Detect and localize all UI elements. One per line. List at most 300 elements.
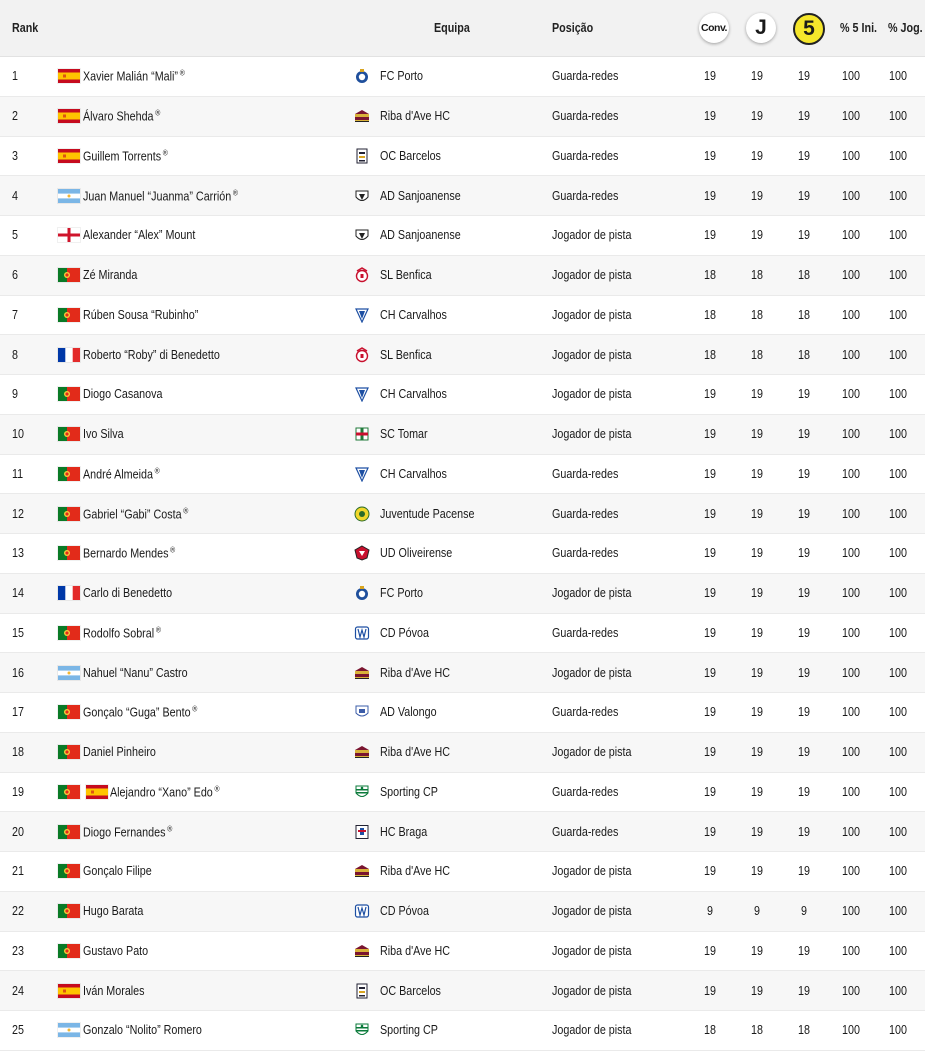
header-rank[interactable]: Rank (12, 21, 39, 35)
header-team[interactable]: Equipa (434, 21, 470, 35)
rank-cell: 11 (12, 466, 24, 481)
player-name: Carlo di Benedetto (83, 586, 173, 601)
starts-cell: 19 (798, 824, 810, 839)
table-row[interactable] (0, 296, 925, 336)
england-flag-icon (57, 227, 81, 243)
player-name: Roberto “Roby” di Benedetto (83, 347, 220, 362)
pct-games-cell: 100 (889, 824, 907, 839)
pct-games-cell: 100 (889, 705, 907, 720)
cd-povoa-crest-icon (354, 625, 370, 641)
table-row[interactable] (0, 733, 925, 773)
starts-cell: 19 (798, 427, 810, 442)
player-name: Daniel Pinheiro (83, 745, 156, 760)
conv-cell: 9 (707, 904, 713, 919)
conv-cell: 19 (704, 506, 716, 521)
rank-cell: 21 (12, 864, 24, 879)
registered-icon: ® (155, 108, 161, 118)
conv-cell: 18 (704, 347, 716, 362)
player-name: Guillem Torrents (83, 149, 162, 164)
ud-oliveirense-crest-icon (354, 545, 370, 561)
table-row[interactable] (0, 653, 925, 693)
fc-porto-crest-icon (354, 68, 370, 84)
pct-starts-cell: 100 (842, 506, 860, 521)
position-cell: Jogador de pista (552, 427, 632, 442)
games-cell: 19 (751, 983, 763, 998)
nationality-flags (57, 784, 109, 800)
pct-games-cell: 100 (889, 506, 907, 521)
position-cell: Guarda-redes (552, 625, 619, 640)
games-cell: 19 (751, 586, 763, 601)
table-row[interactable] (0, 693, 925, 733)
conv-cell: 19 (704, 983, 716, 998)
registered-icon: ® (155, 625, 161, 635)
player-name-link[interactable] (83, 705, 197, 720)
cd-povoa-crest-icon (354, 903, 370, 919)
pct-games-cell: 100 (889, 586, 907, 601)
team-link[interactable]: AD Sanjoanense (380, 228, 461, 243)
nationality-flags (57, 704, 81, 720)
position-cell: Jogador de pista (552, 228, 632, 243)
starts-cell: 19 (798, 586, 810, 601)
table-row[interactable] (0, 614, 925, 654)
conv-cell: 19 (704, 625, 716, 640)
player-name: Hugo Barata (83, 904, 144, 919)
conv-cell: 18 (704, 1023, 716, 1038)
team-link[interactable]: Riba d'Ave HC (380, 665, 450, 680)
starts-cell: 18 (798, 1023, 810, 1038)
player-name: Zé Miranda (83, 268, 138, 283)
games-cell: 19 (751, 506, 763, 521)
rank-cell: 9 (12, 387, 18, 402)
nationality-flags (57, 983, 81, 999)
player-name-link[interactable] (83, 228, 195, 242)
games-cell: 9 (754, 904, 760, 919)
games-cell: 19 (751, 665, 763, 680)
rank-cell: 4 (12, 188, 18, 203)
nationality-flags (57, 585, 81, 601)
games-cell: 19 (751, 745, 763, 760)
ch-carvalhos-crest-icon (354, 307, 370, 323)
starts-cell: 19 (798, 466, 810, 481)
pct-games-cell: 100 (889, 546, 907, 561)
player-name-link[interactable] (83, 268, 137, 282)
games-cell: 18 (751, 268, 763, 283)
team-link[interactable]: FC Porto (380, 69, 424, 84)
pct-starts-cell: 100 (842, 69, 860, 84)
table-row[interactable] (0, 534, 925, 574)
pct-games-cell: 100 (889, 148, 907, 163)
rank-cell: 20 (12, 824, 24, 839)
conv-cell: 18 (704, 268, 716, 283)
portugal-flag-icon (57, 386, 81, 402)
nationality-flags (57, 903, 81, 919)
player-name-link[interactable] (83, 466, 160, 481)
nationality-flags (57, 307, 81, 323)
nationality-flags (57, 347, 81, 363)
team-link[interactable]: SL Benfica (380, 347, 432, 362)
team-link[interactable]: CD Póvoa (380, 904, 430, 919)
table-row[interactable] (0, 852, 925, 892)
position-cell: Guarda-redes (552, 824, 619, 839)
games-cell: 18 (751, 307, 763, 322)
table-row[interactable] (0, 1011, 925, 1051)
registered-icon: ® (154, 466, 160, 476)
nationality-flags (57, 227, 81, 243)
starts-cell: 18 (798, 307, 810, 322)
nationality-flags (57, 1022, 81, 1038)
header-position[interactable]: Posição (552, 21, 594, 35)
rank-cell: 15 (12, 625, 24, 640)
pct-starts-cell: 100 (842, 784, 860, 799)
table-row[interactable] (0, 932, 925, 972)
france-flag-icon (57, 585, 81, 601)
starts-cell: 19 (798, 745, 810, 760)
ch-carvalhos-crest-icon (354, 386, 370, 402)
rank-cell: 5 (12, 228, 18, 243)
registered-icon: ® (232, 188, 238, 198)
games-cell: 19 (751, 427, 763, 442)
nationality-flags (57, 267, 81, 283)
nationality-flags (57, 466, 81, 482)
starts-cell: 18 (798, 268, 810, 283)
pct-starts-cell: 100 (842, 188, 860, 203)
portugal-flag-icon (57, 506, 81, 522)
rank-cell: 18 (12, 745, 24, 760)
starts-cell: 19 (798, 148, 810, 163)
position-cell: Jogador de pista (552, 387, 632, 402)
position-cell: Guarda-redes (552, 705, 619, 720)
team-link[interactable]: UD Oliveirense (380, 546, 453, 561)
player-name-link[interactable] (83, 745, 156, 759)
position-cell: Guarda-redes (552, 546, 619, 561)
sc-tomar-crest-icon (354, 426, 370, 442)
conv-cell: 19 (704, 824, 716, 839)
riba-dave-crest-icon (354, 943, 370, 959)
header-pct-starts[interactable]: % 5 Ini. (840, 21, 878, 35)
player-name-link[interactable] (110, 784, 220, 799)
player-name-link[interactable] (83, 666, 188, 680)
player-name-link[interactable] (83, 308, 198, 322)
player-name-link[interactable] (83, 944, 148, 958)
games-cell: 18 (751, 1023, 763, 1038)
pct-starts-cell: 100 (842, 665, 860, 680)
team-link[interactable]: Sporting CP (380, 1023, 438, 1038)
player-name-link[interactable] (83, 824, 172, 839)
conv-cell: 19 (704, 665, 716, 680)
games-cell: 19 (751, 69, 763, 84)
rank-cell: 3 (12, 148, 18, 163)
pct-starts-cell: 100 (842, 466, 860, 481)
table-row[interactable] (0, 176, 925, 216)
table-row[interactable] (0, 415, 925, 455)
team-link[interactable]: SC Tomar (380, 427, 428, 442)
player-name-link[interactable] (83, 69, 185, 84)
conv-cell: 19 (704, 546, 716, 561)
pct-games-cell: 100 (889, 307, 907, 322)
nationality-flags (57, 665, 81, 681)
player-name-link[interactable] (83, 984, 145, 998)
rank-cell: 7 (12, 307, 18, 322)
nationality-flags (57, 625, 81, 641)
position-cell: Jogador de pista (552, 586, 632, 601)
team-link[interactable]: Sporting CP (380, 784, 438, 799)
header-j-badge[interactable] (746, 13, 776, 43)
team-link[interactable]: AD Valongo (380, 705, 437, 720)
player-name: Gustavo Pato (83, 943, 149, 958)
pct-games-cell: 100 (889, 784, 907, 799)
table-row[interactable] (0, 773, 925, 813)
header-five-badge[interactable] (793, 13, 825, 45)
table-row[interactable] (0, 57, 925, 97)
conv-cell: 19 (704, 228, 716, 243)
portugal-flag-icon (57, 943, 81, 959)
pct-starts-cell: 100 (842, 625, 860, 640)
pct-starts-cell: 100 (842, 586, 860, 601)
table-row[interactable] (0, 137, 925, 177)
nationality-flags (57, 68, 81, 84)
pct-games-cell: 100 (889, 864, 907, 879)
player-name-link[interactable] (83, 348, 220, 362)
table-row[interactable] (0, 494, 925, 534)
position-cell: Jogador de pista (552, 347, 632, 362)
team-link[interactable]: FC Porto (380, 586, 424, 601)
nationality-flags (57, 148, 81, 164)
table-row[interactable] (0, 892, 925, 932)
header-conv-badge[interactable] (699, 13, 729, 43)
portugal-flag-icon (57, 704, 81, 720)
player-name-link[interactable] (83, 387, 162, 401)
position-cell: Jogador de pista (552, 745, 632, 760)
riba-dave-crest-icon (354, 665, 370, 681)
team-link[interactable]: Riba d'Ave HC (380, 109, 450, 124)
portugal-flag-icon (57, 426, 81, 442)
position-cell: Jogador de pista (552, 983, 632, 998)
position-cell: Jogador de pista (552, 268, 632, 283)
player-name: Iván Morales (83, 983, 145, 998)
pct-starts-cell: 100 (842, 824, 860, 839)
player-name: Álvaro Shehda (83, 109, 154, 124)
conv-cell: 19 (704, 148, 716, 163)
team-link[interactable]: OC Barcelos (380, 148, 441, 163)
pct-games-cell: 100 (889, 268, 907, 283)
pct-games-cell: 100 (889, 983, 907, 998)
player-name-link[interactable] (83, 546, 175, 561)
starts-cell: 19 (798, 506, 810, 521)
starts-cell: 19 (798, 784, 810, 799)
player-name-link[interactable] (83, 427, 124, 441)
team-link[interactable]: SL Benfica (380, 268, 432, 283)
pct-games-cell: 100 (889, 387, 907, 402)
position-cell: Guarda-redes (552, 148, 619, 163)
fc-porto-crest-icon (354, 585, 370, 601)
ad-valongo-crest-icon (354, 704, 370, 720)
portugal-flag-icon (57, 744, 81, 760)
nationality-flags (57, 506, 81, 522)
pct-games-cell: 100 (889, 943, 907, 958)
registered-icon: ® (170, 545, 176, 555)
team-link[interactable]: CH Carvalhos (380, 387, 447, 402)
conv-cell: 19 (704, 943, 716, 958)
pct-starts-cell: 100 (842, 864, 860, 879)
position-cell: Jogador de pista (552, 665, 632, 680)
pct-starts-cell: 100 (842, 427, 860, 442)
team-link[interactable]: CD Póvoa (380, 625, 430, 640)
conv-cell: 19 (704, 427, 716, 442)
rank-cell: 22 (12, 904, 24, 919)
registered-icon: ® (167, 824, 173, 834)
france-flag-icon (57, 347, 81, 363)
hc-braga-crest-icon (354, 824, 370, 840)
player-name: Gonçalo “Guga” Bento (83, 705, 191, 720)
player-name-link[interactable] (83, 188, 238, 203)
position-cell: Jogador de pista (552, 943, 632, 958)
player-name: Xavier Malián “Mali” (83, 69, 178, 84)
team-link[interactable]: OC Barcelos (380, 983, 441, 998)
player-name: Diogo Casanova (83, 387, 163, 402)
header-pct-games[interactable]: % Jog. (888, 21, 923, 35)
oc-barcelos-crest-icon (354, 148, 370, 164)
rank-cell: 23 (12, 943, 24, 958)
ad-sanjoanense-crest-icon (354, 188, 370, 204)
pct-games-cell: 100 (889, 228, 907, 243)
conv-cell: 19 (704, 586, 716, 601)
team-link[interactable]: AD Sanjoanense (380, 188, 461, 203)
games-cell: 18 (751, 347, 763, 362)
pct-games-cell: 100 (889, 745, 907, 760)
games-cell: 19 (751, 943, 763, 958)
rank-cell: 12 (12, 506, 24, 521)
table-row[interactable] (0, 256, 925, 296)
pct-starts-cell: 100 (842, 347, 860, 362)
spain-flag-icon (57, 68, 81, 84)
portugal-flag-icon (57, 824, 81, 840)
conv-cell: 19 (704, 864, 716, 879)
riba-dave-crest-icon (354, 108, 370, 124)
team-link[interactable]: CH Carvalhos (380, 466, 447, 481)
starts-cell: 19 (798, 69, 810, 84)
pct-starts-cell: 100 (842, 943, 860, 958)
player-name: Rúben Sousa “Rubinho” (83, 307, 199, 322)
table-row[interactable] (0, 216, 925, 256)
player-table-body (0, 57, 925, 1051)
starts-cell: 19 (798, 188, 810, 203)
player-name: Alexander “Alex” Mount (83, 228, 196, 243)
portugal-flag-icon (57, 466, 81, 482)
player-name-link[interactable] (83, 864, 152, 878)
starts-cell: 19 (798, 864, 810, 879)
nationality-flags (57, 545, 81, 561)
rank-cell: 1 (12, 69, 18, 84)
team-link[interactable]: HC Braga (380, 824, 428, 839)
registered-icon: ® (214, 784, 220, 794)
games-cell: 19 (751, 864, 763, 879)
pct-games-cell: 100 (889, 904, 907, 919)
juventude-pacense-crest-icon (354, 506, 370, 522)
player-name: Rodolfo Sobral (83, 626, 155, 641)
pct-starts-cell: 100 (842, 387, 860, 402)
pct-starts-cell: 100 (842, 148, 860, 163)
conv-cell: 19 (704, 466, 716, 481)
argentina-flag-icon (57, 1022, 81, 1038)
rank-cell: 8 (12, 347, 18, 362)
games-cell: 19 (751, 188, 763, 203)
games-cell: 19 (751, 228, 763, 243)
games-cell: 19 (751, 625, 763, 640)
pct-starts-cell: 100 (842, 307, 860, 322)
player-name-link[interactable] (83, 625, 161, 640)
player-name-link[interactable] (83, 1023, 202, 1037)
portugal-flag-icon (57, 625, 81, 641)
nationality-flags (57, 386, 81, 402)
pct-games-cell: 100 (889, 625, 907, 640)
nationality-flags (57, 188, 81, 204)
player-name-link[interactable] (83, 109, 160, 124)
player-name: Juan Manuel “Juanma” Carrión (83, 189, 232, 204)
pct-starts-cell: 100 (842, 228, 860, 243)
player-name-link[interactable] (83, 904, 143, 918)
player-name: André Almeida (83, 467, 153, 482)
team-link[interactable]: CH Carvalhos (380, 307, 447, 322)
rank-cell: 16 (12, 665, 24, 680)
table-row[interactable] (0, 574, 925, 614)
player-name-link[interactable] (83, 586, 172, 600)
argentina-flag-icon (57, 665, 81, 681)
starts-cell: 9 (801, 904, 807, 919)
position-cell: Guarda-redes (552, 784, 619, 799)
starts-cell: 19 (798, 109, 810, 124)
conv-cell: 19 (704, 784, 716, 799)
nationality-flags (57, 863, 81, 879)
nationality-flags (57, 108, 81, 124)
riba-dave-crest-icon (354, 863, 370, 879)
player-name-link[interactable] (83, 506, 188, 521)
conv-cell: 19 (704, 109, 716, 124)
starts-cell: 19 (798, 665, 810, 680)
games-cell: 19 (751, 148, 763, 163)
conv-cell: 19 (704, 69, 716, 84)
team-link[interactable]: Riba d'Ave HC (380, 864, 450, 879)
table-row[interactable] (0, 455, 925, 495)
team-link[interactable]: Riba d'Ave HC (380, 943, 450, 958)
pct-starts-cell: 100 (842, 983, 860, 998)
games-cell: 19 (751, 824, 763, 839)
spain-flag-icon (57, 108, 81, 124)
spain-flag-icon (57, 983, 81, 999)
pct-starts-cell: 100 (842, 745, 860, 760)
table-row[interactable] (0, 971, 925, 1011)
player-name: Bernardo Mendes (83, 546, 169, 561)
pct-games-cell: 100 (889, 69, 907, 84)
table-row[interactable] (0, 375, 925, 415)
starts-cell: 19 (798, 546, 810, 561)
table-row[interactable] (0, 335, 925, 375)
team-link[interactable]: Juventude Pacense (380, 506, 475, 521)
registered-icon: ® (192, 704, 198, 714)
team-link[interactable]: Riba d'Ave HC (380, 745, 450, 760)
sporting-cp-crest-icon (354, 1022, 370, 1038)
player-name: Gonçalo Filipe (83, 864, 152, 879)
spain-flag-icon (57, 148, 81, 164)
header-five: 5 (803, 17, 815, 40)
games-cell: 19 (751, 466, 763, 481)
rank-cell: 24 (12, 983, 24, 998)
player-name: Ivo Silva (83, 427, 124, 442)
portugal-flag-icon (57, 545, 81, 561)
player-name-link[interactable] (83, 148, 168, 163)
table-row[interactable] (0, 97, 925, 137)
table-row[interactable] (0, 812, 925, 852)
header-conv: Conv. (701, 22, 727, 34)
